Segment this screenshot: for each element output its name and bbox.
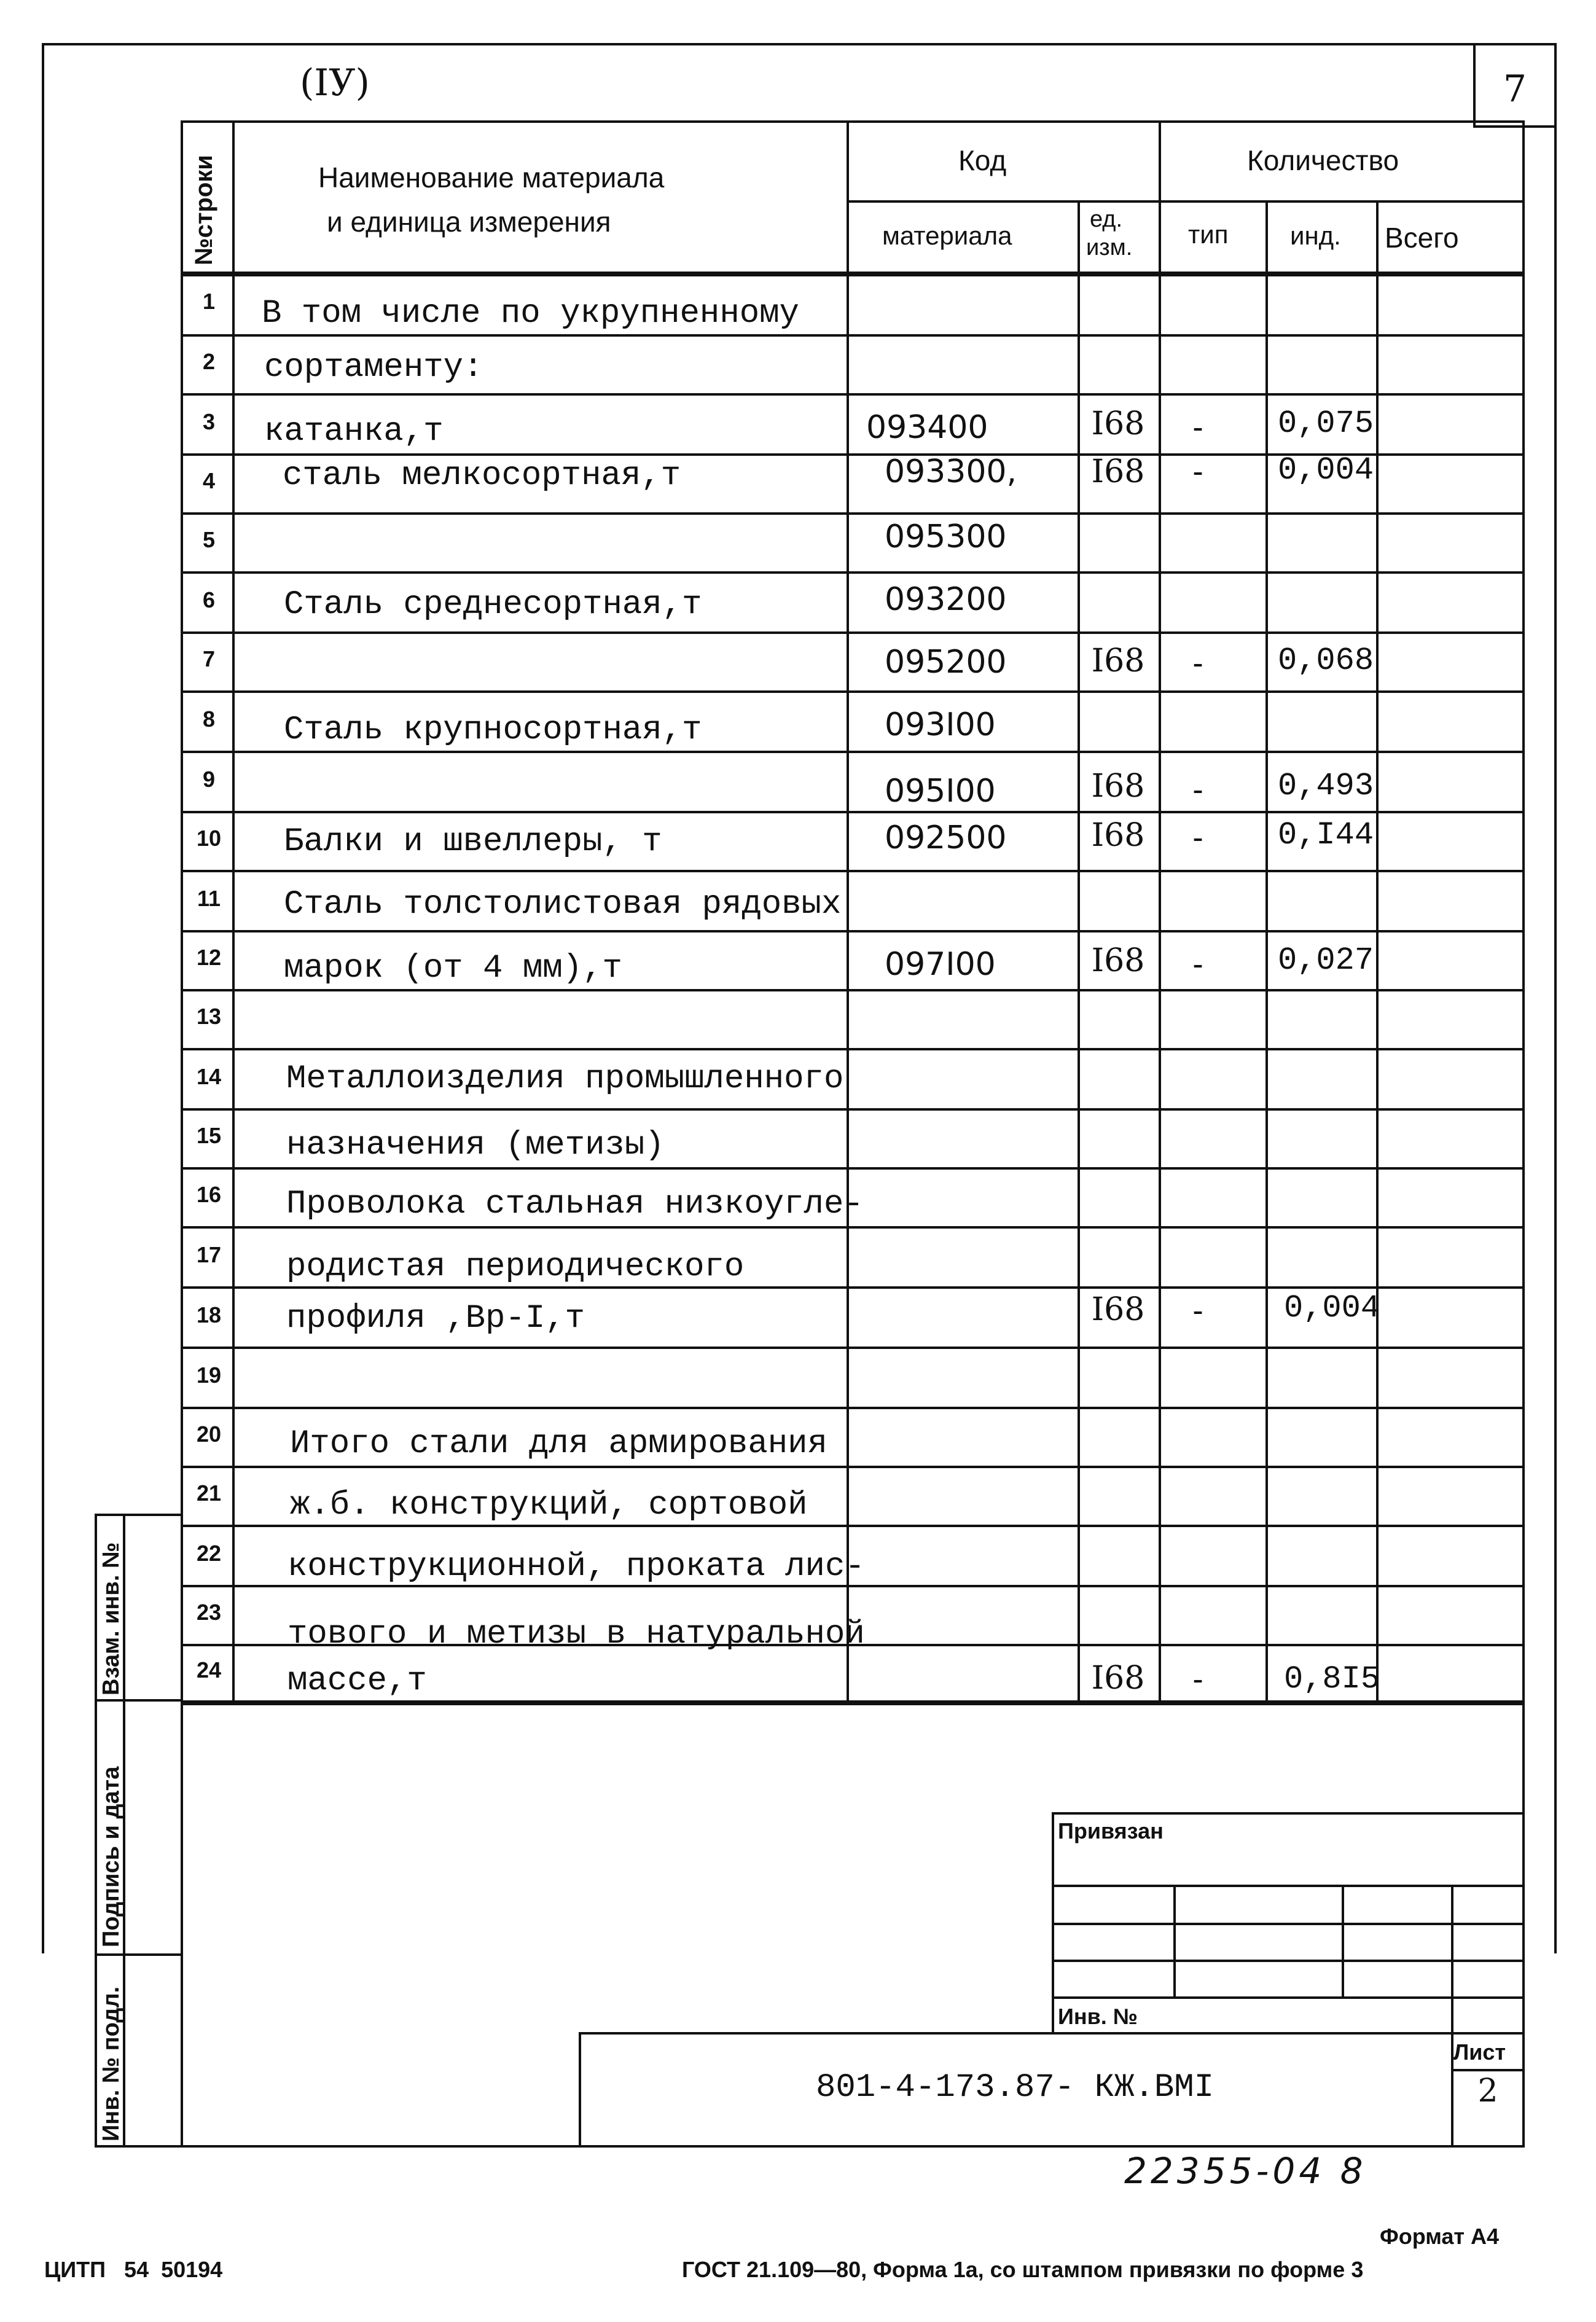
type-value: - [1192, 947, 1203, 982]
row-number: 21 [196, 1480, 222, 1506]
row-number: 6 [202, 587, 216, 612]
material-code: 097I00 [885, 946, 996, 983]
unit-code: I68 [1091, 405, 1145, 442]
material-name: Балки и швеллеры, т [284, 823, 662, 861]
attached-label: Привязан [1058, 1818, 1164, 1843]
inventory-number-label: Инв. № [1058, 2004, 1138, 2029]
material-name: конструкционной, проката лис- [288, 1548, 865, 1585]
table-left-border [181, 120, 183, 2148]
frame-top [42, 43, 1557, 45]
row-number: 3 [202, 409, 216, 434]
gost-reference: ГОСТ 21.109—80, Форма 1а, со штампом привязки по форме 3 [682, 2257, 1364, 2282]
material-name: Сталь среднесортная,т [284, 586, 702, 624]
document-designation: 801-4-173.87- КЖ.ВМI [815, 2069, 1215, 2106]
frame-right [1554, 43, 1557, 1953]
replacement-inventory-label: Взам. инв. № [98, 1542, 124, 1695]
table-right-border [1522, 120, 1525, 2148]
material-name: массе,т [288, 1662, 427, 1700]
ind-value: 0,004 [1278, 452, 1374, 488]
material-name: ж.б. конструкций, сортовой [290, 1487, 808, 1524]
row-number: 5 [202, 527, 216, 552]
material-header: материала [882, 221, 1012, 250]
unit-code: I68 [1091, 942, 1145, 979]
material-name: тового и метизы в натуральной [288, 1616, 865, 1653]
unit-header-line2: изм. [1086, 235, 1133, 260]
row-number: 15 [196, 1123, 222, 1148]
type-value: - [1192, 1662, 1203, 1697]
material-name: марок (от 4 мм),т [284, 950, 622, 987]
row-number: 14 [196, 1064, 222, 1089]
material-name: Металлоизделия промышленного [286, 1060, 844, 1098]
material-name: Проволока стальная низкоугле- [286, 1186, 864, 1223]
material-name: назначения (метизы) [286, 1127, 665, 1164]
row-number: 19 [196, 1362, 222, 1388]
material-name: сортаменту: [264, 349, 483, 386]
unit-code: I68 [1091, 453, 1145, 490]
row-number: 22 [196, 1541, 222, 1566]
code-header: Код [958, 144, 1007, 176]
table-top-border [181, 120, 1525, 123]
row-number-header: №строки [190, 155, 217, 265]
material-name: катанка,т [264, 413, 444, 450]
footer-code: ЦИТП 54 50194 [44, 2257, 223, 2282]
type-value: - [1192, 1293, 1203, 1329]
material-code: 095200 [885, 644, 1007, 681]
format-label: Формат А4 [1380, 2224, 1500, 2249]
row-number: 7 [202, 646, 216, 671]
material-name: Сталь крупносортная,т [284, 711, 702, 749]
frame-left [42, 43, 44, 1953]
ind-header: инд. [1290, 221, 1341, 250]
material-name: В том числе по укрупненному [262, 295, 799, 332]
row-number: 2 [202, 349, 216, 374]
name-header: Наименование материала [318, 162, 665, 194]
section-label: (IУ) [300, 61, 370, 104]
type-value: - [1192, 410, 1203, 445]
quantity-header: Количество [1247, 144, 1399, 176]
material-name: Итого стали для армирования [290, 1425, 827, 1463]
original-inventory-label: Инв. № подл. [98, 1986, 124, 2141]
row-number: 8 [202, 706, 216, 732]
material-name: Сталь толстолистовая рядовых [284, 886, 842, 923]
row-number: 4 [202, 468, 216, 493]
unit-code: I68 [1091, 817, 1145, 854]
ind-value: 0,075 [1278, 405, 1374, 442]
typ-header: тип [1188, 220, 1229, 249]
material-code: 093I00 [885, 706, 996, 743]
type-value: - [1192, 646, 1203, 681]
row-number: 20 [196, 1421, 222, 1447]
material-code: 093300, [885, 453, 1017, 490]
ind-value: 0,004 [1284, 1290, 1380, 1326]
row-number: 18 [196, 1302, 222, 1327]
material-name: профиля ,Вр-I,т [286, 1300, 585, 1337]
material-name: родистая периодического [286, 1248, 745, 1286]
row-number: 9 [202, 767, 216, 792]
signature-date-label: Подпись и дата [98, 1766, 124, 1947]
row-number: 24 [196, 1657, 222, 1683]
ind-value: 0,493 [1278, 768, 1374, 804]
ind-value: 0,027 [1278, 942, 1374, 979]
material-code: 092500 [885, 819, 1007, 856]
material-code: 095300 [885, 518, 1007, 555]
row-number: 1 [202, 289, 216, 314]
row-number: 17 [196, 1242, 222, 1267]
row-number: 12 [196, 945, 222, 970]
material-code: 095I00 [885, 773, 996, 810]
row-number: 23 [196, 1600, 222, 1625]
table-bottom-rule [181, 1703, 1525, 1705]
type-value: - [1192, 820, 1203, 856]
type-value: - [1192, 454, 1203, 490]
ind-value: 0,8I5 [1284, 1661, 1380, 1697]
row-number: 11 [197, 886, 221, 911]
sheet-number: 2 [1477, 2073, 1498, 2109]
row-number: 10 [196, 826, 222, 851]
unit-code: I68 [1091, 1291, 1145, 1328]
ind-value: 0,068 [1278, 643, 1374, 679]
material-code: 093200 [885, 581, 1007, 618]
row-number: 13 [196, 1004, 222, 1029]
unit-header-line1: ед. [1090, 206, 1123, 232]
material-name: сталь мелкосортная,т [283, 457, 681, 495]
handwritten-number: 22355-04 8 [1124, 2150, 1367, 2192]
name-header-line2: и единица измерения [327, 206, 611, 238]
unit-code: I68 [1091, 1660, 1145, 1697]
page-number: 7 [1503, 68, 1527, 111]
type-value: - [1192, 772, 1203, 808]
total-header: Всего [1385, 222, 1459, 254]
unit-code: I68 [1091, 643, 1145, 679]
unit-code: I68 [1091, 768, 1145, 805]
ind-value: 0,I44 [1278, 817, 1374, 853]
sheet-label: Лист [1453, 2039, 1506, 2065]
row-number: 16 [196, 1182, 222, 1207]
sheet-bottom-border [181, 2145, 1525, 2148]
material-code: 093400 [866, 409, 988, 446]
